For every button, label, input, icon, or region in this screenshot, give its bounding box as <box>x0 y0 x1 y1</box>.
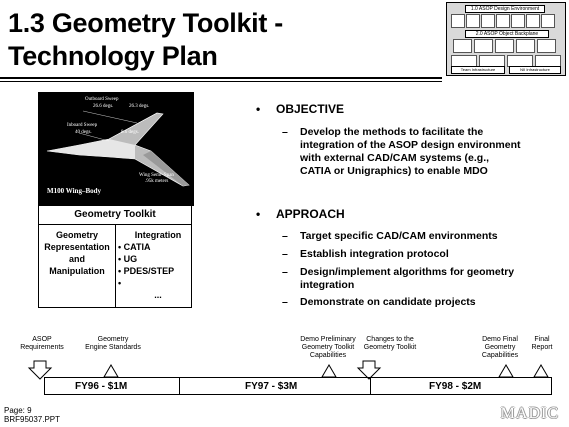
milestone-line: Changes to the <box>366 336 414 343</box>
timeline-bar <box>44 377 552 395</box>
milestone-line: Capabilities <box>481 352 519 359</box>
milestone-final-report <box>524 336 560 352</box>
approach-heading: APPROACH <box>276 207 345 221</box>
timeline-divider <box>179 378 180 395</box>
objective-dash: – <box>282 126 288 138</box>
integration-more: ... <box>154 290 162 300</box>
triangle-milestone-icon <box>499 365 513 377</box>
inboard-angle-label: 40 degs. <box>75 130 92 135</box>
thumb-box <box>495 39 514 53</box>
thumb-box <box>481 14 495 28</box>
figure-caption: M100 Wing–Body <box>47 187 102 195</box>
wing-body-figure <box>38 92 194 206</box>
approach-item-line: Establish integration protocol <box>300 248 449 260</box>
thumb-bar-design-environment: 1.0 ASOP Design Environment <box>465 5 545 13</box>
approach-item-line: integration <box>300 279 355 291</box>
angle-mid-label: 8.6 degs. <box>121 130 139 135</box>
toolkit-right-column <box>118 229 192 301</box>
angle-right-label: 26.3 degs. <box>129 104 150 109</box>
integration-item: • UG <box>118 254 138 264</box>
toolkit-left-line: Manipulation <box>49 266 105 276</box>
thumb-box <box>537 39 556 53</box>
integration-item: • <box>118 278 122 288</box>
wing-semi-span-label: Wing Semi–Span <box>139 173 174 178</box>
approach-item <box>300 248 449 261</box>
milestone-geometry-engine-standards <box>80 336 146 352</box>
objective-bullet: • <box>256 102 261 116</box>
milestone-line: Capabilities <box>309 352 347 359</box>
milestone-demo-final <box>474 336 526 360</box>
approach-item-line: Design/implement algorithms for geometry <box>300 266 515 278</box>
milestone-line: Demo Preliminary <box>300 336 356 343</box>
milestone-line: Requirements <box>20 344 64 351</box>
objective-text <box>300 126 521 178</box>
toolkit-left-line: Geometry <box>55 230 99 240</box>
thumb-box <box>474 39 493 53</box>
integration-item-text: PDES/STEP <box>123 266 175 276</box>
milestone-line: Geometry <box>97 336 129 343</box>
objective-line: Develop the methods to facilitate the <box>300 126 484 138</box>
approach-item-line: Target specific CAD/CAM environments <box>300 230 498 242</box>
milestone-line: Geometry Toolkit <box>363 344 417 351</box>
milestone-line: Geometry Toolkit <box>301 344 355 351</box>
architecture-thumbnail <box>446 2 566 76</box>
period-fy98: FY98 - $2M <box>429 381 482 392</box>
toolkit-divider <box>115 224 116 308</box>
madic-logo: MADIC <box>500 405 559 422</box>
semi-span-value-label: .95k meters <box>145 179 169 184</box>
thumb-box <box>541 14 555 28</box>
integration-item-text: CATIA <box>123 242 151 252</box>
thumb-box <box>466 14 480 28</box>
milestone-line: Report <box>531 344 553 351</box>
triangle-milestone-icon <box>322 365 336 377</box>
outboard-angle-label: 26.6 degs. <box>93 104 114 109</box>
period-fy97: FY97 - $3M <box>245 381 298 392</box>
milestone-line: Engine Standards <box>85 344 141 351</box>
thumb-bar-nii-infrastructure: NII Infrastructure <box>509 66 561 74</box>
approach-item <box>300 296 476 309</box>
objective-line: CATIA or Unigraphics) to enable MDO <box>300 165 488 177</box>
geometry-toolkit-table <box>38 205 192 308</box>
integration-item: • CATIA <box>118 242 151 252</box>
thumb-box <box>451 14 465 28</box>
page-number: Page: 9 <box>4 406 32 415</box>
milestone-asop-requirements <box>14 336 70 352</box>
integration-item-text: UG <box>123 254 138 264</box>
title-rule-bottom <box>0 81 442 82</box>
toolkit-left-line: and <box>68 254 85 264</box>
toolkit-left-line: Representation <box>44 242 110 252</box>
objective-line: integration of the ASOP design environment <box>300 139 521 151</box>
file-name: BRF95037.PPT <box>4 415 61 424</box>
objective-line: with external CAD/CAM systems (e.g., <box>300 152 490 164</box>
milestone-line: Geometry <box>484 344 516 351</box>
title-rule-top <box>0 77 442 79</box>
approach-bullet: • <box>256 207 261 221</box>
milestone-line: ASOP <box>32 336 52 343</box>
page-title-line-1: 1.3 Geometry Toolkit - <box>8 8 283 38</box>
thumb-box <box>511 14 525 28</box>
approach-dash: – <box>282 266 288 278</box>
outboard-sweep-label: Outboard Sweep <box>85 97 119 102</box>
thumb-box <box>516 39 535 53</box>
triangle-milestone-icon <box>534 365 548 377</box>
page-title-line-2: Technology Plan <box>8 41 218 71</box>
integration-item: • PDES/STEP <box>118 266 175 276</box>
approach-dash: – <box>282 296 288 308</box>
approach-dash: – <box>282 230 288 242</box>
approach-item-line: Demonstrate on candidate projects <box>300 296 476 308</box>
approach-dash: – <box>282 248 288 260</box>
timeline-divider <box>370 378 371 395</box>
milestone-line: Demo Final <box>482 336 518 343</box>
toolkit-left-column <box>39 229 115 277</box>
milestone-changes-geometry-toolkit <box>358 336 422 352</box>
period-fy96: FY96 - $1M <box>75 381 128 392</box>
thumb-bar-team-infrastructure: Team Infrastructure <box>451 66 505 74</box>
thumb-box <box>453 39 472 53</box>
thumb-bar-object-backplane: 2.0 ASOP Object Backplane <box>465 30 549 38</box>
inboard-sweep-label: Inboard Sweep <box>67 123 98 128</box>
approach-item <box>300 266 514 292</box>
approach-item <box>300 230 498 243</box>
milestone-demo-preliminary <box>296 336 360 360</box>
triangle-milestone-icon <box>104 365 118 377</box>
milestone-line: Final <box>534 336 550 343</box>
objective-heading: OBJECTIVE <box>276 102 345 116</box>
thumb-box <box>496 14 510 28</box>
toolkit-heading: Geometry Toolkit <box>39 206 191 225</box>
thumb-box <box>526 14 540 28</box>
integration-title: Integration <box>134 230 182 240</box>
